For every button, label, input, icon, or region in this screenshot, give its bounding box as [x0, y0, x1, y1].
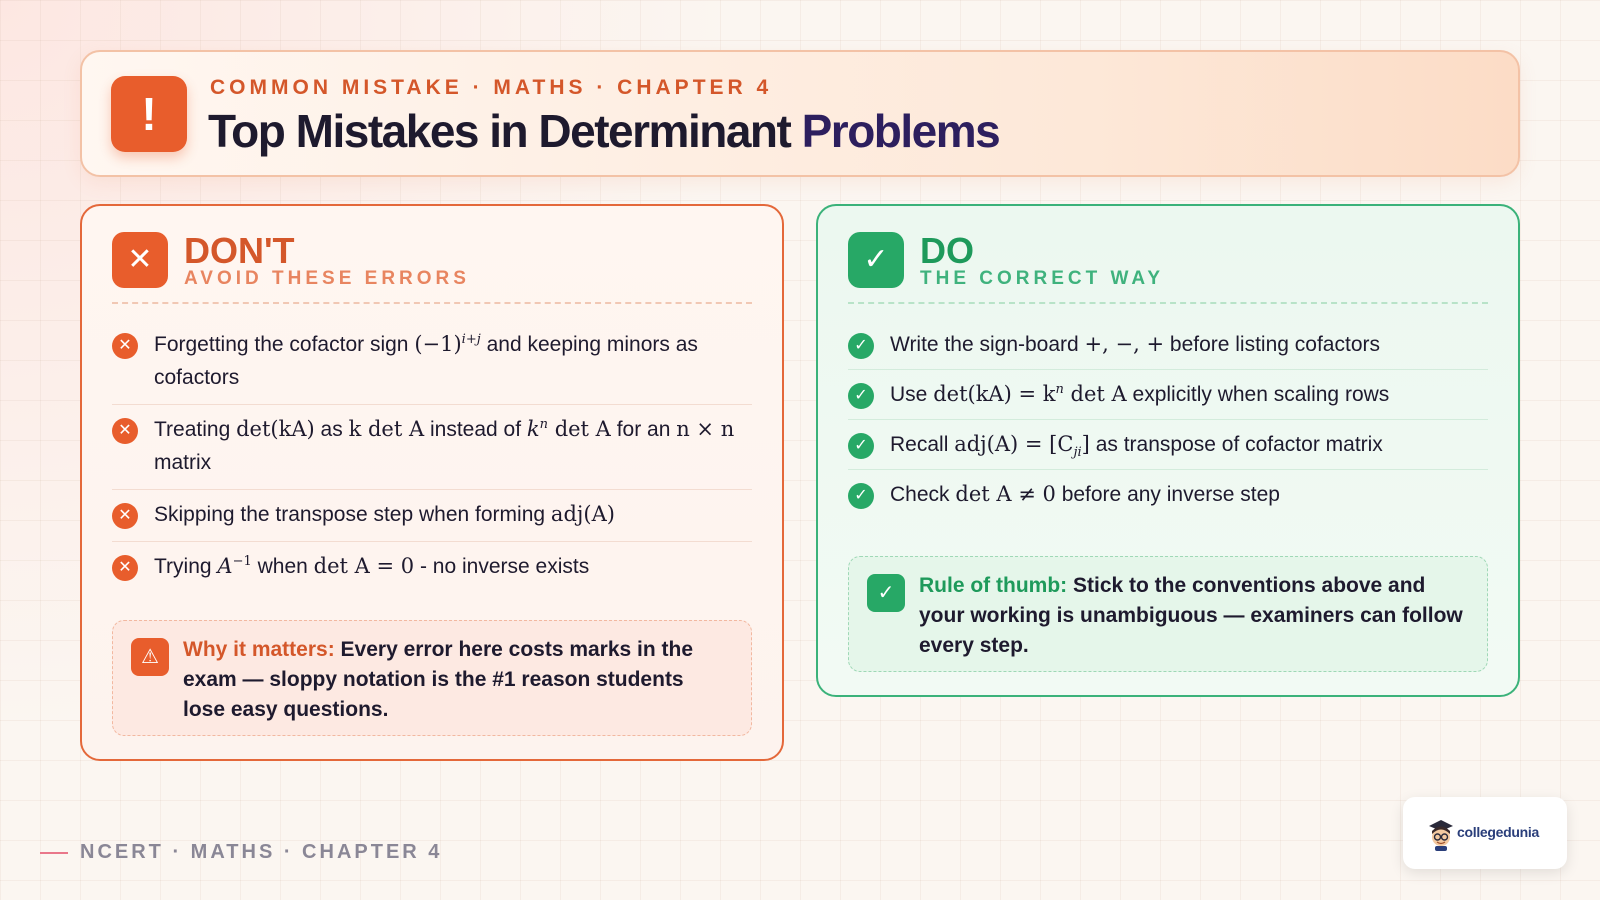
math-expr: det A = 0: [313, 554, 415, 578]
item-text: Treating: [154, 418, 231, 441]
item-text: Write the sign-board: [890, 333, 1079, 356]
math-expr: $(-1)^{i+j}$: [414, 332, 481, 356]
why-it-matters-callout: [112, 620, 752, 736]
check-circle-icon: ✓: [848, 483, 874, 509]
eyebrow-label: COMMON MISTAKE · MATHS · CHAPTER 4: [210, 76, 773, 99]
check-circle-icon: ✓: [848, 433, 874, 459]
math-expr: $\det(kA) = k^n$ det A: [933, 382, 1127, 406]
callout-text: Stick to the conventions above and your working is unambiguous — examiners can follow every step.: [919, 574, 1463, 657]
rule-of-thumb-callout: [848, 556, 1488, 672]
item-text: and keeping minors as cofactors: [154, 333, 698, 389]
item-text: before any inverse step: [1061, 483, 1280, 506]
cross-icon: ✕: [112, 232, 168, 288]
math-expr: $k^n$ det A: [526, 417, 611, 441]
do-subheading: THE CORRECT WAY: [920, 268, 1165, 289]
item-text: Recall: [890, 433, 949, 456]
do-card: [816, 204, 1520, 697]
callout-lead: Rule of thumb:: [919, 574, 1068, 597]
item-text: for an: [616, 418, 671, 441]
exclamation-icon: !: [111, 76, 187, 152]
math-expr: det(kA): [236, 417, 315, 441]
check-circle-icon: ✓: [848, 383, 874, 409]
cross-circle-icon: ✕: [112, 503, 138, 529]
callout-text: Every error here costs marks in the exam — sloppy notation is the #1 reason students lose easy questions.: [183, 638, 694, 721]
footer-label: NCERT · MATHS · CHAPTER 4: [80, 841, 443, 863]
item-text: Use: [890, 383, 928, 406]
do-list: [848, 320, 1488, 519]
header-banner: [80, 50, 1520, 177]
warning-icon: ⚠: [131, 638, 169, 676]
item-text: Trying: [154, 555, 212, 578]
list-item: [112, 405, 752, 490]
dont-subheading: AVOID THESE ERRORS: [184, 268, 470, 289]
math-expr: k det A: [348, 417, 425, 441]
page-title: [208, 104, 999, 158]
list-item: [848, 420, 1488, 470]
callout-lead: Why it matters:: [183, 638, 335, 661]
list-item: [848, 470, 1488, 519]
item-text: matrix: [154, 451, 212, 474]
title-accent: Problems: [801, 105, 1000, 157]
dont-card: [80, 204, 784, 761]
math-expr: +, −, +: [1084, 332, 1165, 356]
item-text: when: [257, 555, 308, 578]
math-expr: $adj(A) = [C_{ji}]$: [954, 432, 1090, 461]
item-text: Skipping the transpose step when forming: [154, 503, 546, 526]
math-expr: det A ≠ 0: [955, 482, 1056, 506]
item-text: as transpose of cofactor matrix: [1095, 433, 1383, 456]
check-circle-icon: ✓: [848, 333, 874, 359]
item-text: Forgetting the cofactor sign: [154, 333, 409, 356]
list-item: [848, 370, 1488, 420]
cross-circle-icon: ✕: [112, 333, 138, 359]
check-icon: ✓: [867, 574, 905, 612]
item-text: as: [320, 418, 343, 441]
item-text: explicitly when scaling rows: [1132, 383, 1390, 406]
divider: [848, 302, 1488, 304]
math-expr: adj(A): [550, 502, 615, 526]
mascot-icon: [1427, 817, 1455, 851]
do-heading: DO: [920, 230, 974, 271]
dont-heading: DON'T: [184, 230, 295, 271]
math-expr: $A^{-1}$: [217, 554, 252, 578]
footer-accent-line: [40, 852, 68, 854]
check-icon: ✓: [848, 232, 904, 288]
logo-text: collegedunia: [1457, 824, 1539, 840]
item-text: instead of: [429, 418, 522, 441]
item-text: - no inverse exists: [419, 555, 590, 578]
list-item: [848, 320, 1488, 370]
math-expr: n × n: [676, 417, 735, 441]
item-text: before listing cofactors: [1169, 333, 1380, 356]
dont-list: [112, 320, 752, 593]
item-text: Check: [890, 483, 950, 506]
title-main: Top Mistakes in Determinant: [208, 105, 791, 157]
collegedunia-logo[interactable]: [1403, 797, 1567, 869]
list-item: [112, 490, 752, 542]
cross-circle-icon: ✕: [112, 555, 138, 581]
list-item: [112, 542, 752, 593]
cross-circle-icon: ✕: [112, 418, 138, 444]
divider: [112, 302, 752, 304]
list-item: [112, 320, 752, 405]
